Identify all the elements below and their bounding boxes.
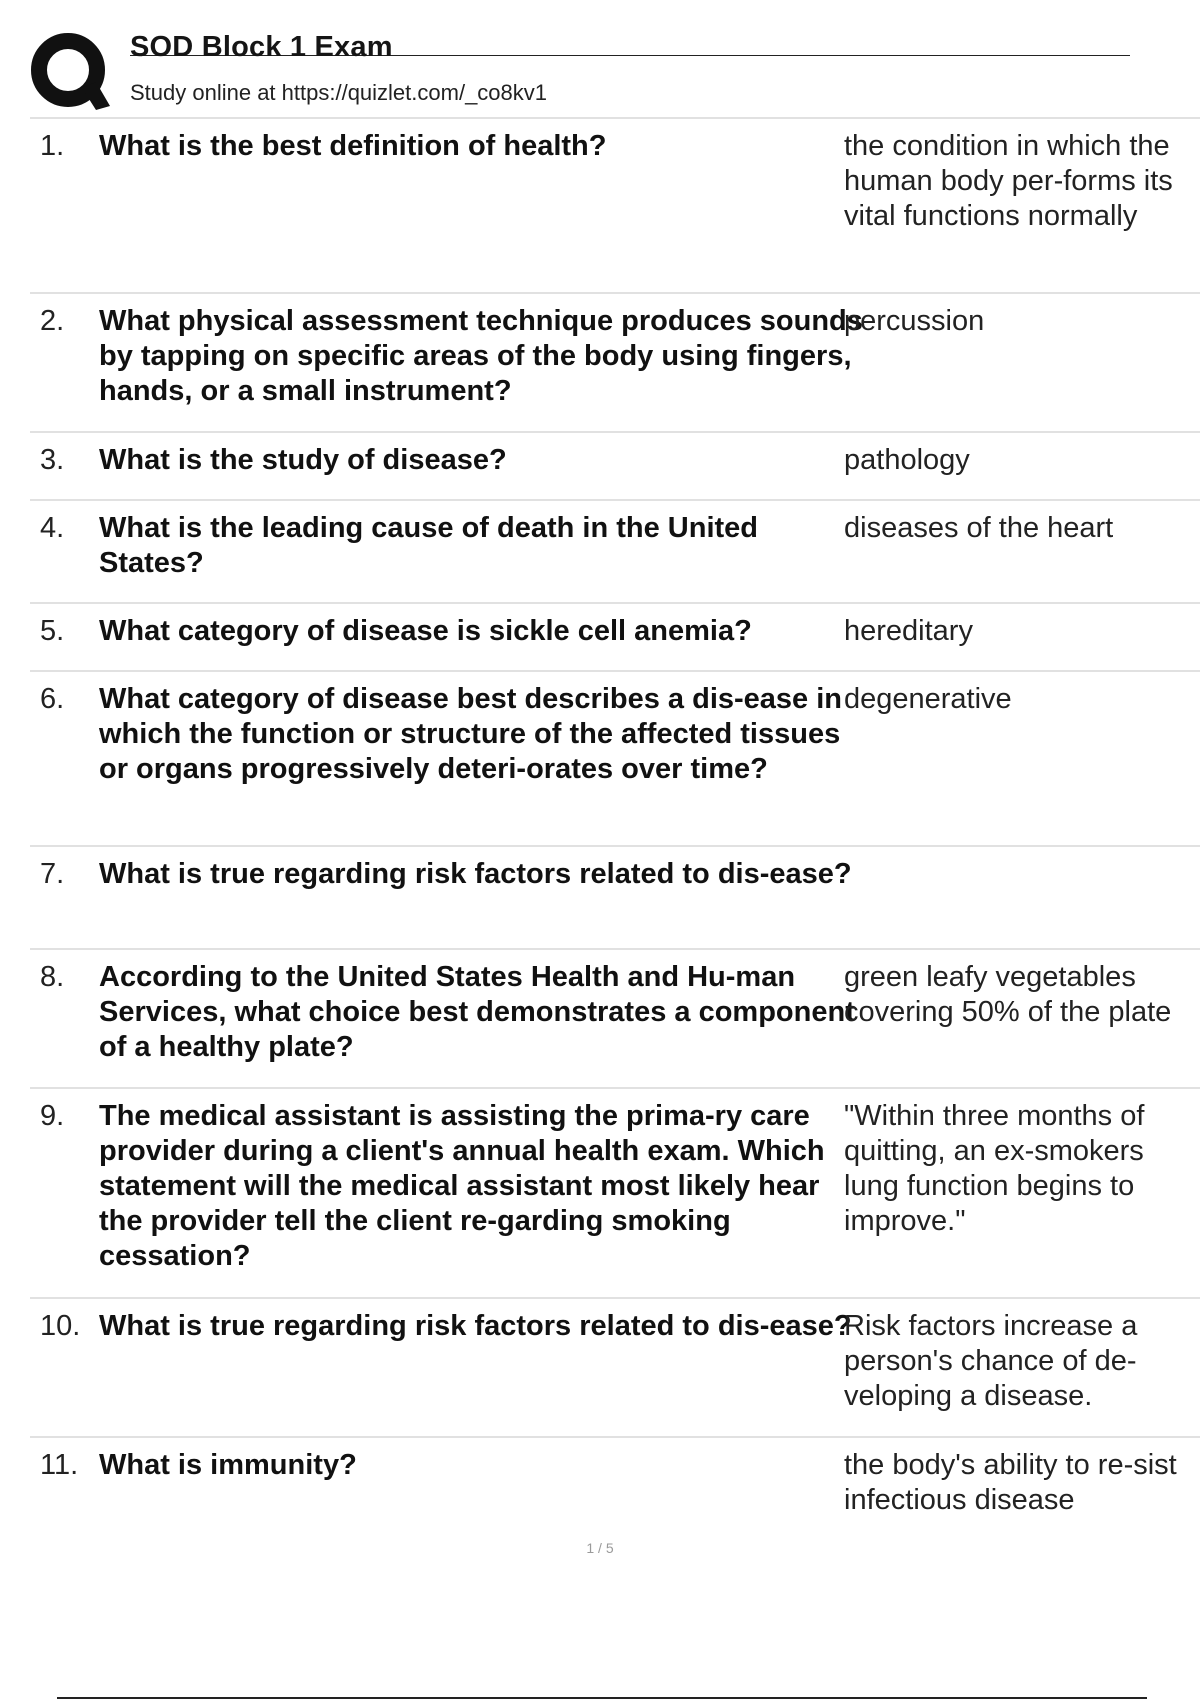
item-answer: diseases of the heart [844,512,1114,544]
list-item [30,845,1200,948]
list-item [30,670,1200,845]
item-answer: "Within three months of quitting, an ex-smokers lung function begins to improve." [844,1100,1145,1237]
study-online-link[interactable]: Study online at https://quizlet.com/_co8kv1 [130,80,548,105]
quizlet-logo-icon [30,32,112,114]
item-answer: degenerative [844,683,1012,715]
page-title: SOD Block 1 Exam [130,31,393,63]
item-question: What is true regarding risk factors related to dis-ease? [99,1310,852,1342]
item-question: What is the study of disease? [99,444,507,476]
item-answer: the body's ability to re-sist infectious disease [844,1449,1177,1516]
list-item [30,431,1200,499]
item-number: 6. [40,683,65,715]
list-item [30,1297,1200,1436]
list-item [30,292,1200,431]
list-item [30,117,1200,292]
item-number: 7. [40,858,65,890]
item-question: What is the leading cause of death in the United States? [99,512,759,579]
list-item [30,499,1200,602]
list-item [30,602,1200,670]
footer-rule [57,1697,1147,1699]
item-answer: pathology [844,444,970,476]
item-question: What is immunity? [99,1449,357,1481]
item-number: 8. [40,961,65,993]
list-item [30,1436,1200,1536]
item-question: What is the best definition of health? [99,130,607,162]
item-answer: the condition in which the human body per-forms its vital functions normally [844,130,1173,232]
item-number: 11. [40,1449,79,1481]
item-answer: green leafy vegetables covering 50% of the plate [844,961,1172,1028]
item-number: 4. [40,512,65,544]
page-header [30,28,1140,116]
item-question: What physical assessment technique produces sounds by tapping on specific areas of the body using fingers, hands, or a small instrument? [99,305,863,407]
item-question: According to the United States Health and Hu-man Services, what choice best demonstrates a component of a healthy plate? [99,961,855,1063]
item-question: The medical assistant is assisting the prima-ry care provider during a client's annual health exam. Which statement will the medical assistant most likely hear the provider tell the client re-garding smoking cessation? [99,1100,825,1272]
item-answer: Risk factors increase a person's chance of de-veloping a disease. [844,1310,1138,1412]
page-number: 1 / 5 [586,1540,614,1556]
item-number: 1. [40,130,65,162]
flashcard-list [30,117,1200,1536]
item-number: 5. [40,615,65,647]
item-number: 9. [40,1100,65,1132]
list-item [30,1087,1200,1297]
item-question: What category of disease best describes a dis-ease in which the function or structure of the affected tissues or organs progressively deteri-orates over time? [99,683,843,785]
item-question: What category of disease is sickle cell anemia? [99,615,752,647]
item-question: What is true regarding risk factors related to dis-ease? [99,858,852,890]
list-item [30,948,1200,1087]
item-answer: percussion [844,305,985,337]
item-answer: hereditary [844,615,973,647]
item-number: 3. [40,444,65,476]
item-number: 10. [40,1310,81,1342]
item-number: 2. [40,305,65,337]
